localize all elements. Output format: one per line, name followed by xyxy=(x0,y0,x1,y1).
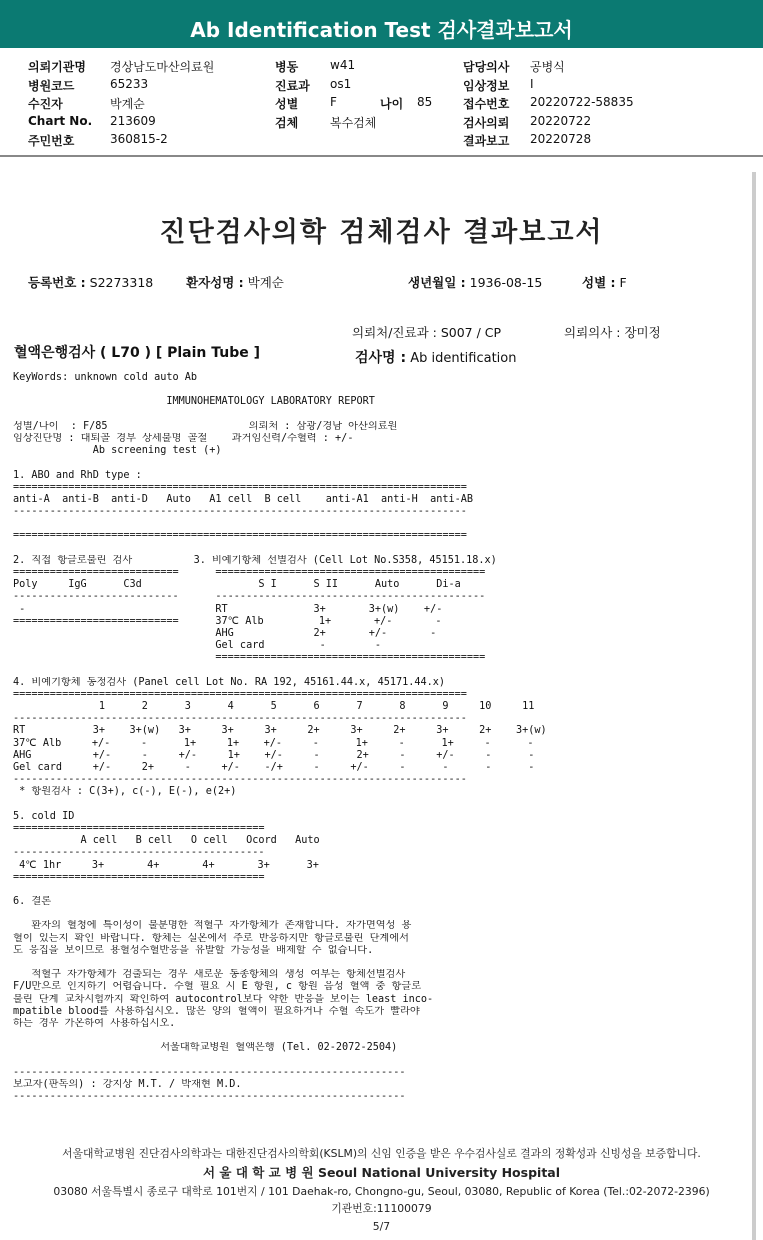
report-line: 하는 경우 가온하여 사용하십시오. xyxy=(13,1017,176,1029)
report-line: ========================================= xyxy=(13,871,265,883)
report-line: 환자의 혈청에 특이성이 불분명한 적혈구 자가항체가 존재합니다. 자가면역성 용 xyxy=(13,920,412,932)
report-line: 불린 단계 교차시험까지 확인하여 autocontrol보다 약한 반응을 보이는 least inco- xyxy=(13,993,434,1005)
info-value: 공병식 xyxy=(530,60,565,74)
report-line: 성별/나이 : F/85 의뢰처 : 삼광/경남 아산의료원 xyxy=(13,420,398,432)
info-label: 주민번호 xyxy=(28,134,75,148)
report-line: RT 3+ 3+(w) 3+ 3+ 3+ 2+ 3+ 2+ 3+ 2+ 3+(w) xyxy=(13,725,547,737)
footer-address: 03080 서울특별시 종로구 대학로 101번지 / 101 Daehak-ro, Chongno-gu, Seoul, 03080, Republic of Korea (Tel.:02-2072-2396) xyxy=(53,1185,710,1198)
age-label: 나이 xyxy=(380,97,404,111)
report-line: 도 응집을 보이므로 용혈성수혈반응을 유발할 가능성을 배제할 수 없습니다. xyxy=(13,944,374,956)
footer-hospital-name: 서 울 대 학 교 병 원 Seoul National University Hospital xyxy=(202,1165,561,1180)
report-line: 4℃ 1hr 3+ 4+ 4+ 3+ 3+ xyxy=(13,859,319,871)
report-line xyxy=(13,409,748,421)
report-line: 1. ABO and RhD type : xyxy=(13,469,142,481)
report-line: 37℃ Alb +/- - 1+ 1+ +/- - 1+ - 1+ - - xyxy=(13,737,534,749)
report-line: AHG 2+ +/- - xyxy=(13,627,437,639)
footer-institution-no: 기관번호:11100079 xyxy=(331,1202,432,1215)
patient-sex: 성별 : F xyxy=(582,275,627,290)
info-value: I xyxy=(530,76,534,91)
report-line: F/U만으로 인지하기 어렵습니다. 수혈 필요 시 E 항원, c 항원 음성 혈액 중 항글로 xyxy=(13,981,422,993)
report-line xyxy=(13,384,748,396)
report-line xyxy=(13,665,748,677)
report-line xyxy=(13,457,748,469)
report-line: 혈이 있는지 확인 바랍니다. 항체는 실온에서 주로 반응하지만 항글로불린 단계에서 xyxy=(13,932,409,944)
report-line: -------------------------------------------------------------------------- xyxy=(13,774,467,786)
report-line: ========================================================================== xyxy=(13,481,467,493)
report-line: Gel card +/- 2+ - +/- -/+ - +/- - - - - xyxy=(13,762,535,773)
report-header-bar xyxy=(0,0,763,48)
report-line xyxy=(13,908,748,920)
report-line: 5. cold ID xyxy=(13,810,75,822)
info-label: 접수번호 xyxy=(463,97,510,111)
report-line xyxy=(13,799,748,811)
info-label: 임상정보 xyxy=(463,78,510,93)
report-line xyxy=(13,1030,748,1042)
info-value: 213609 xyxy=(110,113,156,128)
report-line: ========================================= xyxy=(13,822,265,834)
footer-certification: 서울대학교병원 진단검사의학과는 대한진단검사의학회(KSLM)의 신임 인증을 받은 우수검사실로 결과의 정확성과 신빙성을 보증합니다. xyxy=(62,1147,701,1160)
info-value: F xyxy=(330,95,337,109)
info-value: 복수검체 xyxy=(330,115,377,130)
report-line xyxy=(13,884,748,896)
report-line: -------------------------------------------------------------------------- xyxy=(13,713,467,725)
report-line: * 항원검사 : C(3+), c(-), E(-), e(2+) xyxy=(13,786,237,798)
info-label: 결과보고 xyxy=(463,134,510,148)
report-line: anti-A anti-B anti-D Auto A1 cell B cell anti-A1 anti-H anti-AB xyxy=(13,493,474,505)
report-line: Gel card - - xyxy=(13,640,382,652)
report-line xyxy=(13,1055,748,1067)
info-value: w41 xyxy=(330,58,356,72)
report-line: 1 2 3 4 5 6 7 8 9 10 11 xyxy=(13,701,535,713)
info-value: 65233 xyxy=(110,76,149,91)
info-value: 20220728 xyxy=(530,132,592,146)
report-line: ========================================================================== xyxy=(13,530,467,542)
report-line: AHG +/- - +/- 1+ +/- - 2+ - +/- - - xyxy=(13,749,535,761)
birth-date: 생년월일 : 1936-08-15 xyxy=(408,275,543,290)
report-line: 적혈구 자가항체가 검출되는 경우 새로운 동종항체의 생성 여부는 항체선별검사 xyxy=(13,969,406,981)
page-shadow xyxy=(752,172,756,1240)
info-value: 20220722-58835 xyxy=(530,95,634,109)
report-line: --------------------------- -------------------------------------------- xyxy=(13,591,486,603)
report-line: 4. 비예기항체 동정검사 (Panel cell Lot No. RA 192, 45161.44.x, 45171.44.x) xyxy=(13,676,446,688)
info-label: 진료과 xyxy=(275,78,310,93)
info-label: 성별 xyxy=(275,97,299,111)
info-label: 검사의뢰 xyxy=(463,115,510,130)
report-line: ---------------------------------------------------------------- xyxy=(13,1091,406,1103)
report-line: 임상진단명 : 대퇴골 경부 상세불명 골절 과거임신력/수혈력 : +/- xyxy=(13,432,354,444)
report-line: =========================== ============================================ xyxy=(13,567,486,578)
age-value: 85 xyxy=(417,95,433,109)
info-label: 병동 xyxy=(275,60,299,74)
info-value: 20220722 xyxy=(530,113,592,128)
report-line: ---------------------------------------------------------------- xyxy=(13,1066,406,1078)
info-label: 검체 xyxy=(275,115,299,130)
test-name: 검사명 : Ab identification xyxy=(355,350,517,366)
info-value: 360815-2 xyxy=(110,132,168,146)
info-value: os1 xyxy=(330,76,352,91)
report-line: 6. 결론 xyxy=(13,896,52,908)
report-line: KeyWords: unknown cold auto Ab xyxy=(13,372,198,383)
report-line xyxy=(13,957,748,969)
info-label: 의뢰기관명 xyxy=(28,60,86,74)
header-title: Ab Identification Test 검사결과보고서 xyxy=(190,18,573,42)
patient-name: 환자성명 : 박계순 xyxy=(186,275,284,290)
request-dept: 의뢰처/진료과 : S007 / CP xyxy=(352,325,502,340)
info-label: 병원코드 xyxy=(28,78,75,93)
report-line xyxy=(13,543,748,555)
report-line: Ab screening test (+) xyxy=(13,445,222,457)
info-label: 담당의사 xyxy=(463,60,510,74)
reg-no: 등록번호 : S2273318 xyxy=(28,275,154,290)
report-line: ----------------------------------------- xyxy=(13,847,265,859)
info-value: 박계순 xyxy=(110,97,145,111)
report-line: 2. 직접 항글로불린 검사 3. 비예기항체 선별검사 (Cell Lot No.S358, 45151.18.x) xyxy=(13,554,497,566)
report-line: -------------------------------------------------------------------------- xyxy=(13,506,467,518)
report-body xyxy=(13,372,748,1103)
report-line: 보고자(판독의) : 강지상 M.T. / 박재현 M.D. xyxy=(13,1078,242,1090)
info-label: 수진자 xyxy=(28,97,63,111)
request-doctor: 의뢰의사 : 장미정 xyxy=(564,325,661,340)
report-title: 진단검사의학 검체검사 결과보고서 xyxy=(159,217,604,248)
divider xyxy=(0,155,763,157)
report-line: =========================== 37℃ Alb 1+ +/- - xyxy=(13,615,442,627)
info-value: 경상남도마산의료원 xyxy=(110,60,215,74)
report-line: Poly IgG C3d S I S II Auto Di-a xyxy=(13,579,461,591)
report-line: A cell B cell O cell Ocord Auto xyxy=(13,835,320,847)
test-group: 혈액은행검사 ( L70 ) [ Plain Tube ] xyxy=(14,345,261,361)
report-line: 서울대학교병원 혈액은행 (Tel. 02-2072-2504) xyxy=(13,1042,398,1054)
report-line: ========================================================================== xyxy=(13,688,467,700)
report-line: IMMUNOHEMATOLOGY LABORATORY REPORT xyxy=(13,396,375,408)
order-info xyxy=(0,54,763,154)
info-label: Chart No. xyxy=(28,113,93,128)
report-line: ============================================ xyxy=(13,652,486,664)
report-line: mpatible blood를 사용하십시오. 많은 양의 혈액이 필요하거나 수혈 속도가 빨라야 xyxy=(13,1005,420,1017)
report-line xyxy=(13,518,748,530)
report-line: - RT 3+ 3+(w) +/- xyxy=(13,603,443,615)
page-number: 5/7 xyxy=(372,1220,391,1233)
